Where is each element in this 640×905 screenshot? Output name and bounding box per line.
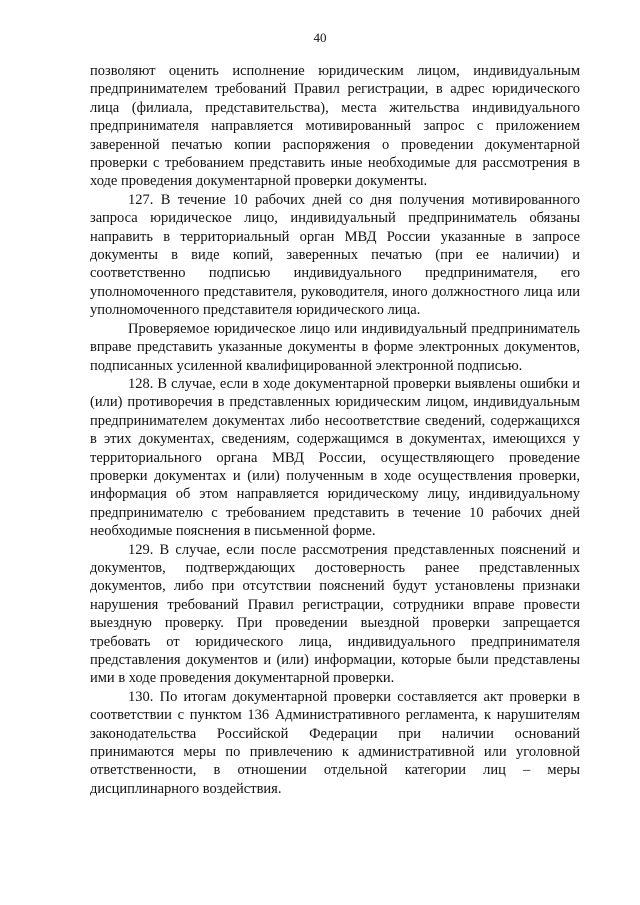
paragraph-clause-130: 130. По итогам документарной проверки составляется акт проверки в соответствии с пунктом 136 Административного регламента, к нарушителям законодательства Российской Федерации при наличии оснований принимаются меры по привлечению к административной или уголовной ответственности, в отношении отдельной категории лиц – меры дисциплинарного воздействия. bbox=[90, 688, 580, 797]
paragraph-clause-128: 128. В случае, если в ходе документарной проверки выявлены ошибки и (или) противоречия в представленных юридическим лицом, индивидуальным предпринимателем документах либо несоответствие сведений, содержащихся в этих документах, сведениям, содержащимся в документах, имеющихся у территориального органа МВД России, осуществляющего проведение проверки документах и (или) полученным в ходе осуществления проверки, информация об этом направляется юридическому лицу, индивидуальному предпринимателю с требованием представить в течение 10 рабочих дней необходимые пояснения в письменной форме. bbox=[90, 375, 580, 540]
page-number: 40 bbox=[313, 30, 327, 45]
paragraph-clause-129: 129. В случае, если после рассмотрения представленных пояснений и документов, подтверждающих достоверность ранее представленных документов, либо при отсутствии пояснений будут установлены признаки нарушения требований Правил регистрации, сотрудники вправе провести выездную проверку. При проведении выездной проверки запрещается требовать от юридического лица, индивидуального предпринимателя представления документов и (или) информации, которые были представлены ими в ходе проведения документарной проверки. bbox=[90, 541, 580, 687]
paragraph-clause-127-part2: Проверяемое юридическое лицо или индивидуальный предприниматель вправе представить указанные документы в форме электронных документов, подписанных усиленной квалифицированной электронной подписью. bbox=[90, 320, 580, 374]
document-body bbox=[90, 62, 580, 798]
paragraph-continuation: позволяют оценить исполнение юридическим лицом, индивидуальным предпринимателем требований Правил регистрации, в адрес юридического лица (филиала, представительства), места жительства индивидуального предпринимателя направляется мотивированный запрос с приложением заверенной печатью копии распоряжения о проведении документарной проверки с требованием представить иные необходимые для рассмотрения в ходе проведения документарной проверки документы. bbox=[90, 63, 580, 190]
paragraph-clause-127: 127. В течение 10 рабочих дней со дня получения мотивированного запроса юридическое лицо, индивидуальный предприниматель обязаны направить в территориальный орган МВД России указанные в запросе документы в виде копий, заверенных печатью (при ее наличии) и соответственно подписью индивидуального предпринимателя, его уполномоченного представителя, руководителя, иного должностного лица или уполномоченного представителя юридического лица. bbox=[90, 191, 580, 319]
